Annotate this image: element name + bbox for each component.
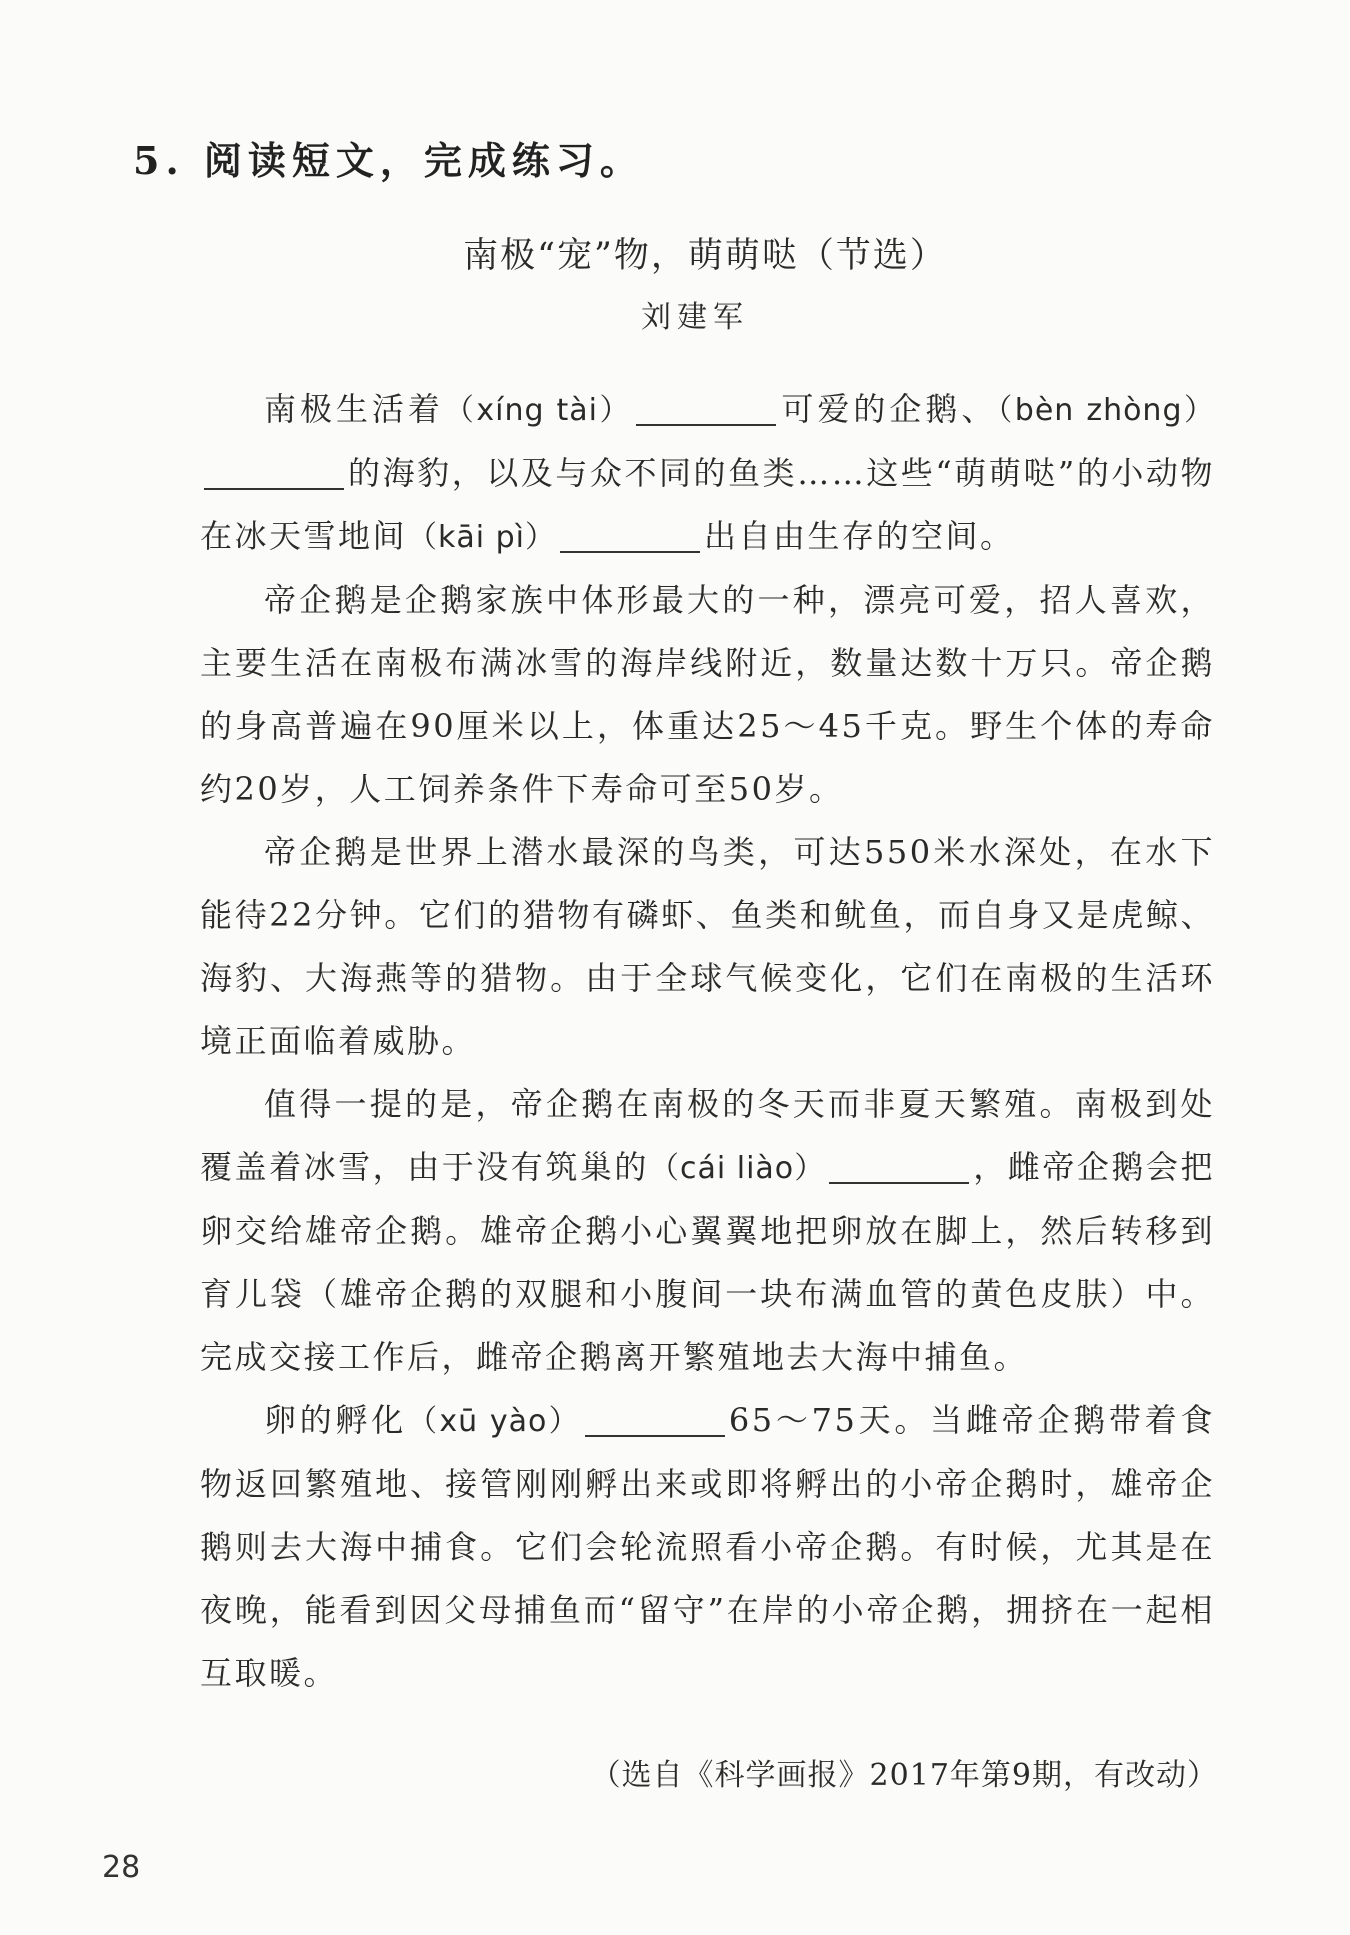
pinyin-benzhong: （bèn zhòng） <box>997 393 1215 428</box>
article-author <box>0 292 1350 336</box>
pinyin-xuyao: （xū yào） <box>407 1404 581 1439</box>
pinyin-xingtai: （xíng tài） <box>443 393 632 428</box>
p1-text-2: 可爱的企鹅、 <box>779 390 998 428</box>
article-title-text: 南极“宠”物，萌萌哒（节选） <box>463 236 947 276</box>
pinyin-cailiao: （cái liào） <box>648 1151 826 1186</box>
answer-blank-5[interactable] <box>585 1401 725 1437</box>
answer-blank-1[interactable] <box>636 390 776 426</box>
p4-text-2: ，雌帝企鹅会把卵交给雄帝企鹅。雄帝企鹅小心翼翼地把卵放在脚上，然后转移到育儿袋（雄帝企鹅的双腿和小腹间一块布满血管的黄色皮肤）中。完成交接工作后，雌帝企鹅离开繁殖地去大海中捕鱼。 <box>200 1148 1215 1376</box>
paragraph-4 <box>200 1073 1215 1389</box>
p4-text-1: 值得一提的是，帝企鹅在南极的冬天而非夏天繁殖。南极到处覆盖着冰雪，由于没有筑巢的 <box>200 1085 1215 1186</box>
p1-text-1: 南极生活着 <box>264 390 444 428</box>
article-title <box>0 228 1350 278</box>
article-author-text: 刘建军 <box>641 300 749 335</box>
p5-text-2: 65～75天。当雌帝企鹅带着食物返回繁殖地、接管刚刚孵出来或即将孵出的小帝企鹅时，雄帝企鹅则去大海中捕食。它们会轮流照看小帝企鹅。有时候，尤其是在夜晚，能看到因父母捕鱼而“留守”在岸的小帝企鹅，拥挤在一起相互取暖。 <box>200 1401 1215 1692</box>
p1-text-3: 的海豹，以及与众不同的鱼类……这些“萌萌哒”的小动物在冰天雪地间 <box>200 454 1215 555</box>
p1-text-4: 出自由生存的空间。 <box>704 517 1015 555</box>
paragraph-5 <box>200 1389 1215 1705</box>
answer-blank-4[interactable] <box>829 1148 969 1184</box>
p5-text-1: 卵的孵化 <box>264 1401 408 1439</box>
paragraph-1 <box>200 378 1215 569</box>
page-number: 28 <box>102 1850 141 1885</box>
answer-blank-3[interactable] <box>560 517 700 553</box>
article-body <box>200 378 1215 1705</box>
paragraph-2: 帝企鹅是企鹅家族中体形最大的一种，漂亮可爱，招人喜欢，主要生活在南极布满冰雪的海岸线附近，数量达数十万只。帝企鹅的身高普遍在90厘米以上，体重达25～45千克。野生个体的寿命约20岁，人工饲养条件下寿命可至50岁。 <box>200 581 1215 808</box>
paragraph-3: 帝企鹅是世界上潜水最深的鸟类，可达550米水深处，在水下能待22分钟。它们的猎物有磷虾、鱼类和鱿鱼，而自身又是虎鲸、海豹、大海燕等的猎物。由于全球气候变化，它们在南极的生活环境正面临着威胁。 <box>200 833 1215 1060</box>
question-heading: 5. 阅读短文，完成练习。 <box>133 138 644 183</box>
answer-blank-2[interactable] <box>204 454 344 490</box>
article-source: （选自《科学画报》2017年第9期，有改动） <box>590 1758 1218 1793</box>
pinyin-kaipi: （kāi pì） <box>407 520 557 555</box>
